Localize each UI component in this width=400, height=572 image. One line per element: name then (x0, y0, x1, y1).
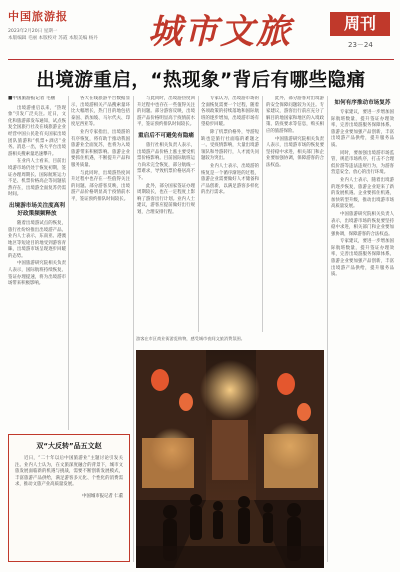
subheading: 重启后不可避免有隐痛 (138, 132, 194, 139)
paragraph: 专家认为，出境游市场的全面恢复需要一个过程，随着各项政策的持续落地和国际航班的逐步增加，出境游市场有望稳步回暖。 (201, 96, 259, 128)
paragraph: 旅行社相关负责人表示，出境游产品价格上涨主要受机票价格影响。目前国际航班运力尚未完全恢复，部分航线一票难求，导致机票价格居高不下。 (137, 142, 195, 181)
paragraph: 在业内人士看来，目前出境游市场仍处于恢复初期，签证办理周期长、国际航班运力不足、机票价格高企等问题依然存在，出境游全面复苏仍需时间。 (8, 159, 66, 198)
column-divider (327, 96, 328, 562)
article-column-4 (201, 96, 259, 332)
subheading: 如何有序推动市场复苏 (334, 100, 391, 106)
article-column-5 (266, 96, 324, 332)
paragraph: 专家建议，要进一步增加国际航班数量，提升签证办理效率，完善出境游服务保障体系。旅游企业要加强产品创新，丰富出境游产品供给，提升服务品质。 (331, 110, 394, 148)
section-title: 城市文旅 (148, 12, 292, 52)
paragraph: 业内专家指出，出境游的有序恢复，将有助于推动我国旅游业全面复苏，也将为入境旅游带来积极影响。旅游企业要抓住机遇，不断提升产品和服务质量。 (71, 129, 130, 168)
paragraph: 中国旅游研究院相关负责人表示，出境游市场的恢复要坚持稳中求进，相关部门和企业要加强协调，保障游客的合法权益。 (331, 211, 394, 237)
weekly-badge: 周刊 (330, 12, 390, 36)
paragraph: 此外，部分国家签证办理周期较长，也在一定程度上影响了游客出行计划。业内人士建议，游客应提前做好出行规划，合理安排行程。 (137, 183, 195, 215)
box-title: 双“大反转”品五文赵 (36, 442, 102, 450)
paragraph: 同时，要加强出境游市场监管，规范市场秩序，打击不合理低价游等违法违规行为，为游客营造安全、放心的出行环境。 (331, 150, 394, 176)
column-divider (262, 96, 263, 332)
paragraph: 各大在线旅游平台数据显示，出境游相关产品搜索量环比大幅增长，热门目的地包括泰国、新加坡、马尔代夫、印度尼西亚等。 (71, 96, 130, 128)
paragraph: 此外，部分游客对出境游的安全保障问题较为关注。专家建议，游客出行前应充分了解目的地国家和地区的入境政策、防疫要求等信息，购买相应的旅游保险。 (266, 96, 324, 134)
night-street-scene (136, 350, 324, 568)
sidebar-article-box (8, 434, 130, 562)
subheading: 出境游市场关注度高利好政策频频释放 (9, 202, 65, 217)
box-byline: 中国城市报记者 仁董 (82, 493, 123, 499)
paragraph: 除了机票价格外，导游短缺也是旅行社面临的难题之一。受疫情影响，大量出境游领队和导游转行，人才流失问题较为突出。 (201, 129, 259, 162)
article-column-2 (71, 96, 130, 430)
paragraph: 业内人士表示，随着出境游的逐步恢复，旅游企业迎来了新的发展机遇。企业要抓住机遇，加快转型升级，推动出境游市场高质量发展。 (331, 177, 394, 210)
street-photo (136, 350, 324, 568)
article-column-3 (137, 96, 195, 332)
paragraph: 出境游重启以来，“热现象”引发广泛关注。近日，文化和旅游部发布通知，试点恢复全国旅行社及在线旅游企业经营中国公民赴有关国家出境团队旅游和“机票+酒店”业务。消息一出，各大平台出境游相关搜索量迅速攀升。 (8, 105, 66, 157)
paragraph: 中国旅游研究院相关负责人表示，出境游市场的恢复要坚持稳中求进，相关部门和企业要加强协调，保障游客的合法权益。 (266, 136, 324, 168)
column-divider (68, 96, 69, 430)
publication-info: 2023年2月20日 星期一 本版编辑 毛丽 本版校对 苏霞 本版美编 杨丹 (8, 29, 98, 41)
issue-pages: 23－24 (348, 41, 373, 49)
paragraph: 业内人士表示，出境游的恢复是一个循序渐进的过程，旅游企业需要做好人才储备和产品创新，以满足游客多样化的出行需求。 (201, 163, 259, 196)
paragraph: 与此同时，出境游热度回升过程中也存在一些值得关注的问题。部分游客反映，出境游产品价格明显高于疫情前水平，签证预约排队时间较长。 (137, 96, 195, 128)
paragraph: 专家建议，要进一步增加国际航班数量，提升签证办理效率，完善出境游服务保障体系。旅游企业要加强产品创新，丰富出境游产品供给，提升服务品质。 (331, 239, 394, 278)
box-text: 近日，“二十年以后中国旅游业”主题讨论引发关注。业内人士认为，在文旅深度融合的背景下，城市文旅发展面临新的机遇与挑战，需要不断创新发展模式，丰富旅游产品供给，满足游客多元化、个性化的消费需求，推动文旅产业高质量发展。 (15, 456, 123, 488)
headline: 出境游重启，“热现象”背后有哪些隐痛 (36, 70, 366, 91)
masthead (8, 6, 394, 60)
column-divider (198, 96, 199, 332)
paragraph: 中国旅游研究院相关负责人表示，国际航班持续恢复、签证办理提速，将为出境游市场带来积极影响。 (8, 261, 66, 287)
photo-caption: 游客在市区商业街游览购物，感受城市夜间文旅消费氛围。 (136, 336, 245, 341)
article-column-6 (331, 96, 394, 562)
paragraph: 与此同时，出境游热度回升过程中也存在一些值得关注的问题。部分游客反映，出境游产品价格明显高于疫情前水平，签证预约排队时间较长。 (71, 170, 130, 202)
paragraph: 随着出境游试点的恢复，旅行社纷纷推出出境游产品。业内人士表示，东南亚、港澳地区等短途目的地受到游客青睐，出境游市场呈现逐步回暖的态势。 (8, 220, 66, 259)
column-divider (133, 96, 134, 562)
article-byline: ■中国旅游报记者 毛丽 (8, 96, 56, 101)
article-column-1 (8, 96, 66, 430)
paper-name: 中国旅游报 (8, 10, 68, 23)
